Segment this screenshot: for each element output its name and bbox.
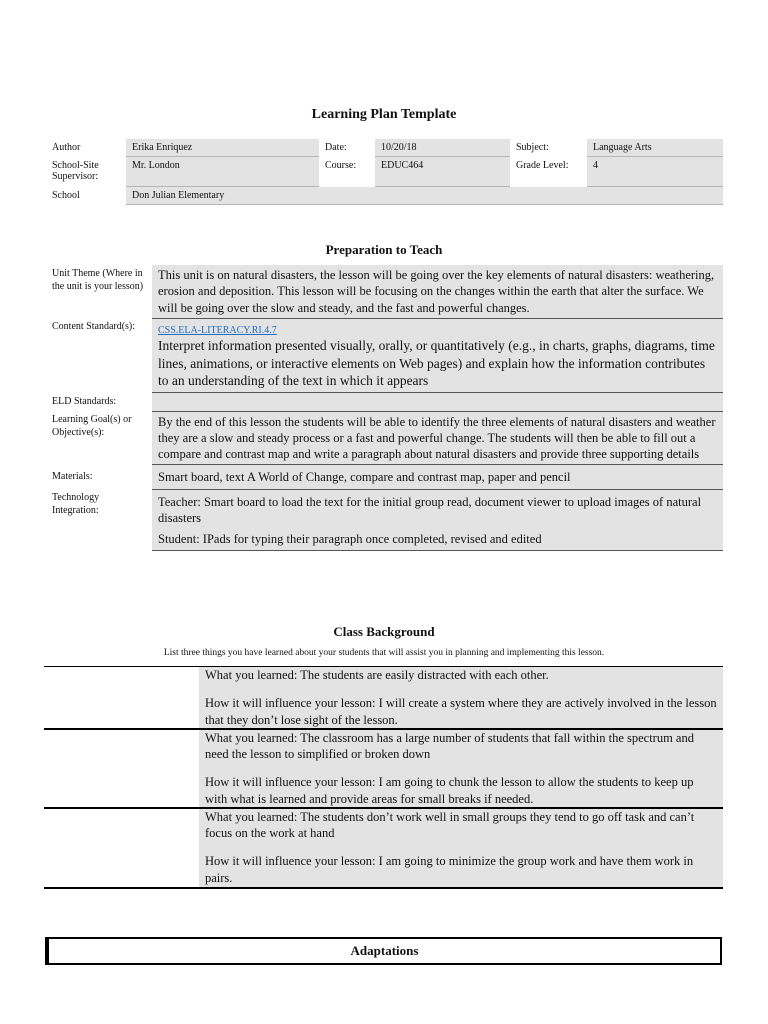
- influence-text: How it will influence your lesson: I will create a system where they are actively involved in the lesson that they don’t lose sight of the lesson.: [205, 696, 717, 727]
- materials-label: Materials:: [52, 470, 93, 482]
- unit-theme-value[interactable]: This unit is on natural disasters, the lesson will be going over the key elements of natural disasters: weathering, erosion and deposition. This lesson will be focusing on the changes within the earth that alter the surface. We will be going over the slow and steady, and the fast and powerful changes.: [152, 265, 723, 318]
- learned-text: What you learned: The classroom has a large number of students that fall within the spectrum and need the lesson to simplified or broken down: [205, 730, 694, 761]
- adaptations-heading: Adaptations: [45, 937, 722, 965]
- supervisor-label: School-Site Supervisor:: [46, 157, 126, 187]
- content-standard-value: [152, 318, 723, 392]
- goal-value[interactable]: By the end of this lesson the students will be able to identify the three elements of natural disasters and weather they are a slow and steady process or a fast and powerful change. The students will then be able to fill out a compare and contrast map and write a paragraph about natural disasters and provide three supporting details: [152, 411, 723, 465]
- subject-value[interactable]: Language Arts: [587, 139, 723, 157]
- learned-text: What you learned: The students are easily distracted with each other.: [205, 668, 549, 682]
- technology-student[interactable]: Student: IPads for typing their paragraph once completed, revised and edited: [158, 532, 542, 547]
- supervisor-value[interactable]: Mr. London: [126, 157, 319, 187]
- lesson-info-table: [46, 139, 723, 205]
- grade-label: Grade Level:: [510, 157, 587, 187]
- influence-text: How it will influence your lesson: I am going to minimize the group work and have them work in pairs.: [205, 854, 694, 885]
- learned-text: What you learned: The students don’t work well in small groups they tend to go off task and can’t focus on the work at hand: [205, 809, 695, 840]
- subject-label: Subject:: [510, 139, 587, 157]
- background-row-content[interactable]: [199, 808, 723, 888]
- eld-value[interactable]: [152, 392, 723, 411]
- author-value[interactable]: Erika Enriquez: [126, 139, 319, 157]
- table-row: [44, 729, 723, 808]
- preparation-heading: Preparation to Teach: [325, 242, 443, 257]
- goal-label: Learning Goal(s) or Objective(s):: [52, 414, 132, 438]
- content-standard-link[interactable]: CSS.ELA-LITERACY.RI.4.7: [158, 324, 277, 336]
- class-background-table: [44, 666, 723, 889]
- background-row-label: [44, 808, 199, 888]
- unit-theme-label: Unit Theme (Where in the unit is your lesson): [52, 268, 144, 292]
- table-row: [44, 808, 723, 888]
- table-row: [44, 667, 723, 729]
- date-label: Date:: [319, 139, 375, 157]
- class-background-instructions: List three things you have learned about your students that will assist you in planning and implementing this lesson.: [163, 648, 605, 658]
- school-label: School: [46, 187, 126, 205]
- author-label: Author: [46, 139, 126, 157]
- materials-value[interactable]: Smart board, text A World of Change, compare and contrast map, paper and pencil: [152, 465, 723, 489]
- technology-teacher[interactable]: Teacher: Smart board to load the text for the initial group read, document viewer to upload images of natural disasters: [158, 494, 702, 525]
- content-standard-text[interactable]: Interpret information presented visually, orally, or quantitatively (e.g., in charts, graphs, diagrams, time lines, animations, or interactive elements on Web pages) and explain how the information contributes to an understanding of the text in which it appears: [158, 338, 715, 389]
- page-title: Learning Plan Template: [311, 107, 457, 122]
- date-value[interactable]: 10/20/18: [375, 139, 510, 157]
- technology-label: Technology Integration:: [52, 492, 100, 516]
- technology-value: [152, 489, 723, 551]
- course-value[interactable]: EDUC464: [375, 157, 510, 187]
- content-standard-label: Content Standard(s):: [52, 321, 136, 333]
- school-value[interactable]: Don Julian Elementary: [126, 187, 723, 205]
- preparation-table: [46, 265, 723, 551]
- course-label: Course:: [319, 157, 375, 187]
- grade-value[interactable]: 4: [587, 157, 723, 187]
- background-row-content[interactable]: [199, 729, 723, 808]
- eld-label: ELD Standards:: [52, 396, 117, 408]
- background-row-label: [44, 729, 199, 808]
- class-background-heading: Class Background: [333, 624, 435, 639]
- influence-text: How it will influence your lesson: I am going to chunk the lesson to allow the students to keep up with what is learned and provide areas for small breaks if needed.: [205, 775, 694, 806]
- background-row-label: [44, 667, 199, 729]
- background-row-content[interactable]: [199, 667, 723, 729]
